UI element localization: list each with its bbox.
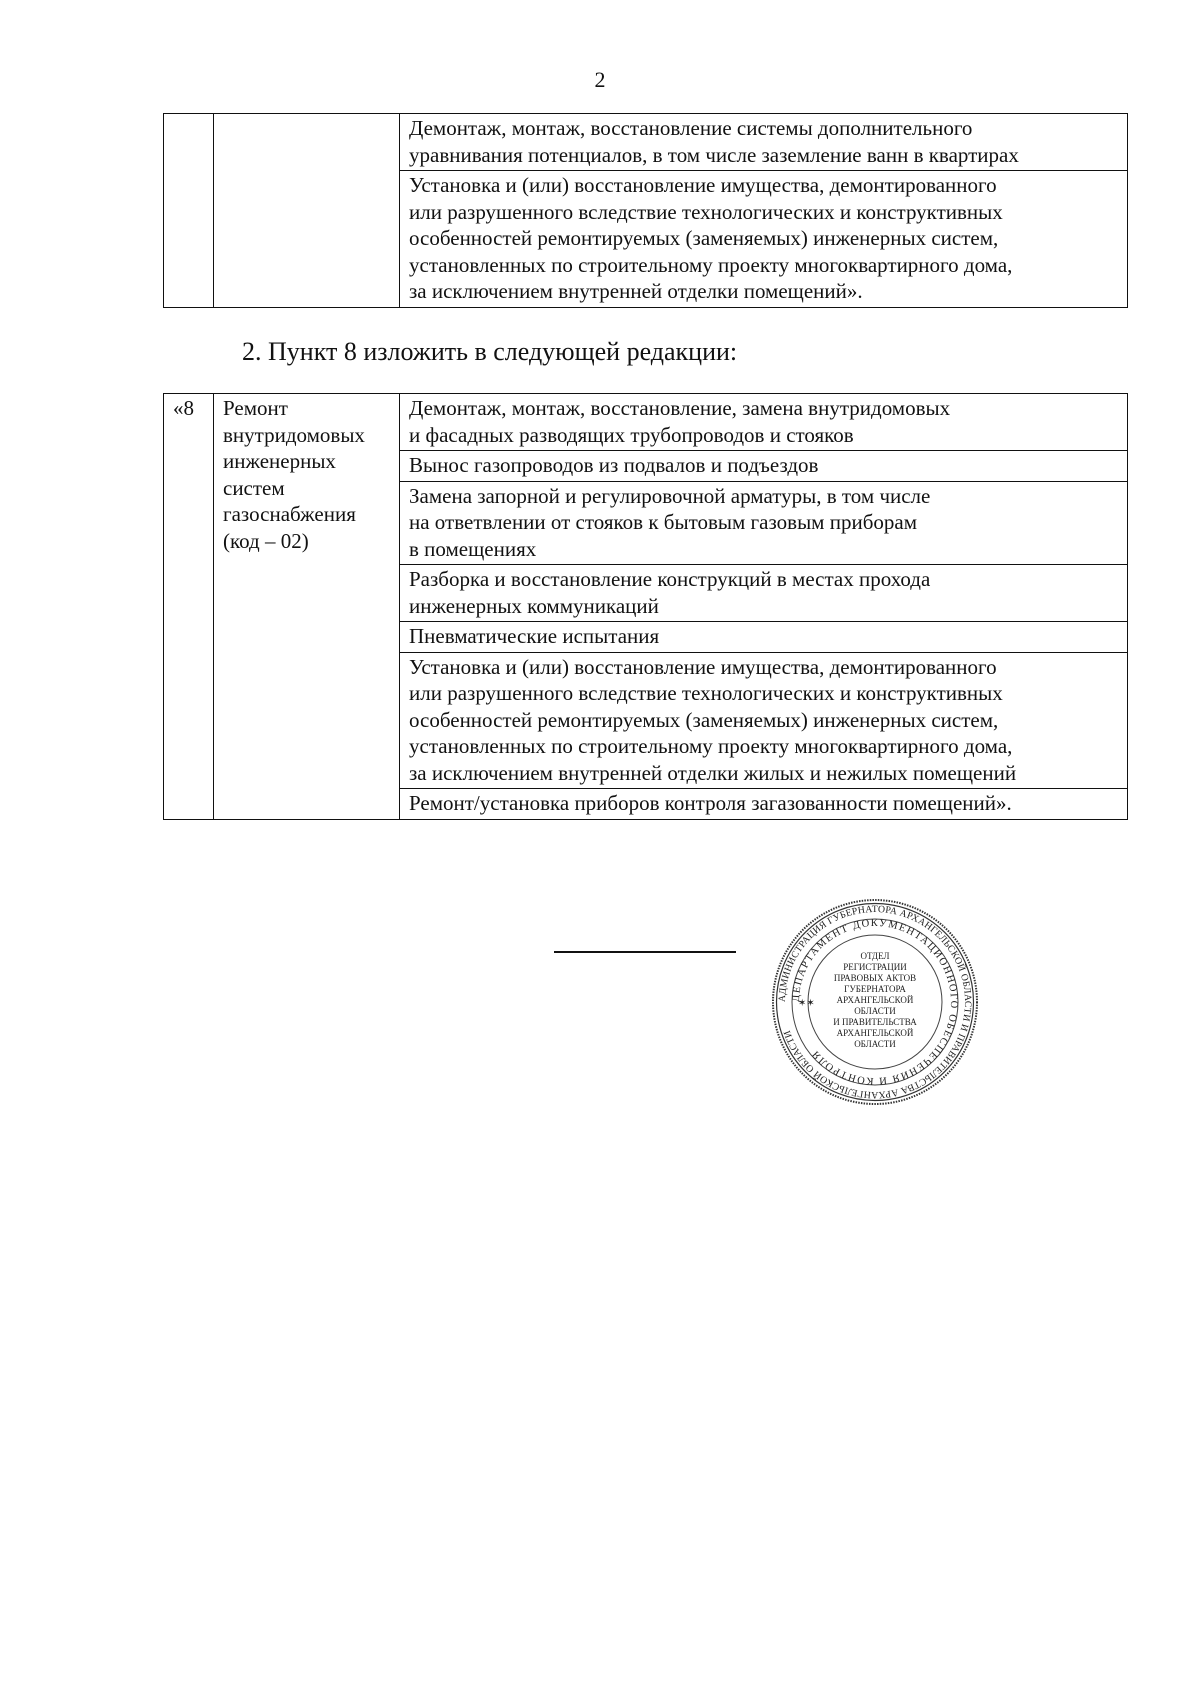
stamp-center-line: ГУБЕРНАТОРА — [844, 984, 906, 994]
star-icon: ✶✶ — [798, 998, 815, 1009]
stamp-center-line: АРХАНГЕЛЬСКОЙ — [836, 995, 914, 1005]
table-cell-name — [214, 394, 400, 820]
work-text: Замена запорной и регулировочной арматуры, в том числе на ответвлении от стояков к бытовым газовым приборам в помещениях — [409, 483, 931, 561]
table-cell-name — [214, 114, 400, 308]
table-cell-work — [400, 789, 1128, 820]
work-text: Разборка и восстановление конструкций в местах прохода инженерных коммуникаций — [409, 567, 931, 618]
table-cell-work — [400, 652, 1128, 789]
work-text: Вынос газопроводов из подвалов и подъездов — [409, 453, 819, 477]
stamp-center-line: АРХАНГЕЛЬСКОЙ — [836, 1028, 914, 1038]
works-table-item-8 — [163, 393, 1128, 820]
page-number: 2 — [594, 67, 606, 92]
table-row — [164, 114, 1128, 171]
work-text: Установка и (или) восстановление имущества, демонтированного или разрушенного вследствие технологических и конструктивных особенностей ремонтируемых (заменяемых) инженерных систем, установленных по строительному проекту многоквартирного дома, за исключением внутренней отделки помещений». — [409, 173, 1013, 303]
work-text: Пневматические испытания — [409, 624, 660, 648]
official-seal-stamp — [770, 897, 980, 1107]
table-cell-number — [164, 394, 214, 820]
table-cell-work — [400, 622, 1128, 653]
works-table-continuation — [163, 113, 1128, 308]
item-name: Ремонт внутридомовых инженерных систем газоснабжения (код – 02) — [223, 396, 365, 553]
table-cell-number — [164, 114, 214, 308]
signature-line — [554, 951, 736, 953]
work-text: Демонтаж, монтаж, восстановление системы дополнительного уравнивания потенциалов, в том числе заземление ванн в квартирах — [409, 116, 1019, 167]
table-cell-work — [400, 565, 1128, 622]
work-text: Демонтаж, монтаж, восстановление, замена внутридомовых и фасадных разводящих трубопроводов и стояков — [409, 396, 951, 447]
table-cell-work — [400, 481, 1128, 565]
stamp-center-line: ОТДЕЛ — [860, 951, 890, 961]
table-cell-work — [400, 114, 1128, 171]
stamp-center-line: ОБЛАСТИ — [854, 1006, 896, 1016]
section-heading: 2. Пункт 8 изложить в следующей редакции: — [242, 337, 738, 366]
item-number: «8 — [173, 396, 194, 420]
stamp-center-line: РЕГИСТРАЦИИ — [843, 962, 907, 972]
stamp-center-line: ПРАВОВЫХ АКТОВ — [833, 973, 917, 983]
work-text: Ремонт/установка приборов контроля загазованности помещений». — [409, 791, 1012, 815]
stamp-center-line: ОБЛАСТИ — [854, 1039, 896, 1049]
work-text: Установка и (или) восстановление имущества, демонтированного или разрушенного вследствие технологических и конструктивных особенностей ремонтируемых (заменяемых) инженерных систем, установленных по строительному проекту многоквартирного дома, за исключением внутренней отделки жилых и нежилых помещений — [409, 654, 1017, 785]
table-cell-work — [400, 394, 1128, 451]
stamp-outer-ring-text: АДМИНИСТРАЦИЯ ГУБЕРНАТОРА АРХАНГЕЛЬСКОЙ ОБЛАСТИ И ПРАВИТЕЛЬСТВА АРХАНГЕЛЬСКОЙ ОБЛАСТИ — [776, 903, 974, 1101]
table-row — [164, 394, 1128, 451]
table-cell-work — [400, 171, 1128, 308]
stamp-center-line: И ПРАВИТЕЛЬСТВА — [833, 1017, 917, 1027]
table-cell-work — [400, 451, 1128, 482]
stamp-inner-ring-text: ДЕПАРТАМЕНТ ДОКУМЕНТАЦИОННОГО ОБЕСПЕЧЕНИЯ И КОНТРОЛЯ — [790, 917, 960, 1087]
